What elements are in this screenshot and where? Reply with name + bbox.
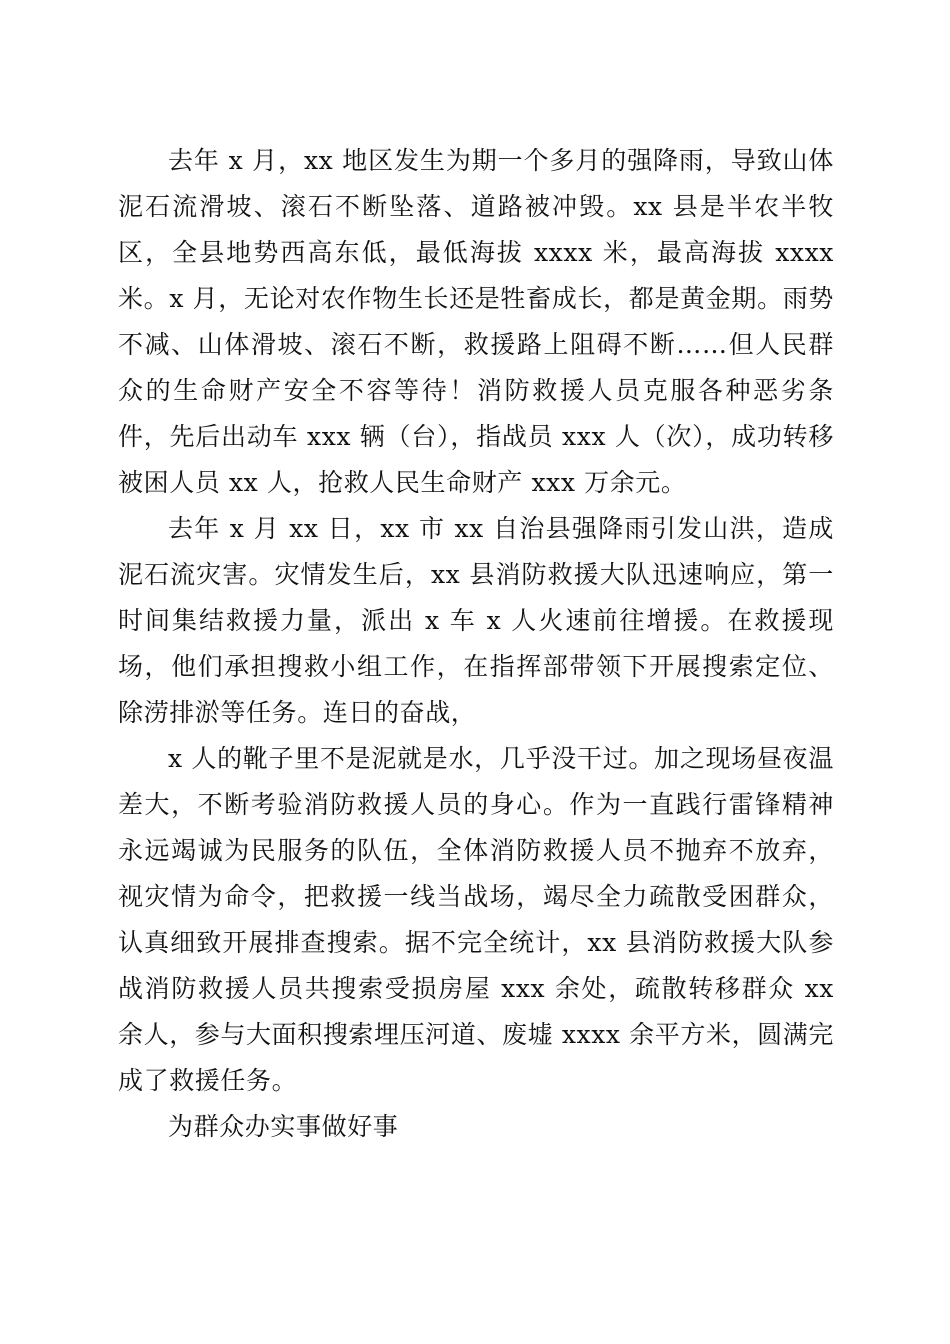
section-heading: 为群众办实事做好事 — [168, 1112, 399, 1141]
paragraph-2: 去年 x 月 xx 日，xx 市 xx 自治县强降雨引发山洪，造成泥石流灾害。灾情发生后，xx 县消防救援大队迅速响应，第一时间集结救援力量，派出 x 车 x 人火速前往增援。在救援现场，他们承担搜救小组工作，在指挥部带领下开展搜索定位、除涝排淤等任务。连日的奋战， — [118, 514, 834, 727]
paragraph-1: 去年 x 月，xx 地区发生为期一个多月的强降雨，导致山体泥石流滑坡、滚石不断坠落、道路被冲毁。xx 县是半农半牧区，全县地势西高东低，最低海拔 xxxx 米，最高海拔 xxxx 米。x 月，无论对农作物生长还是牲畜成长，都是黄金期。雨势不减、山体滑坡、滚石不断，救援路上阻碍不断……但人民群众的生命财产安全不容等待！消防救援人员克服各种恶劣条件，先后出动车 xxx 辆（台），指战员 xxx 人（次），成功转移被困人员 xx 人，抢救人民生命财产 xxx 万余元。 — [118, 146, 834, 497]
document-body — [118, 138, 834, 1150]
paragraph-3: x 人的靴子里不是泥就是水，几乎没干过。加之现场昼夜温差大，不断考验消防救援人员的身心。作为一直践行雷锋精神永远竭诚为民服务的队伍，全体消防救援人员不抛弃不放弃，视灾情为命令，把救援一线当战场，竭尽全力疏散受困群众，认真细致开展排查搜索。据不完全统计，xx 县消防救援大队参战消防救援人员共搜索受损房屋 xxx 余处，疏散转移群众 xx 余人，参与大面积搜索埋压河道、废墟 xxxx 余平方米，圆满完成了救援任务。 — [118, 744, 834, 1095]
